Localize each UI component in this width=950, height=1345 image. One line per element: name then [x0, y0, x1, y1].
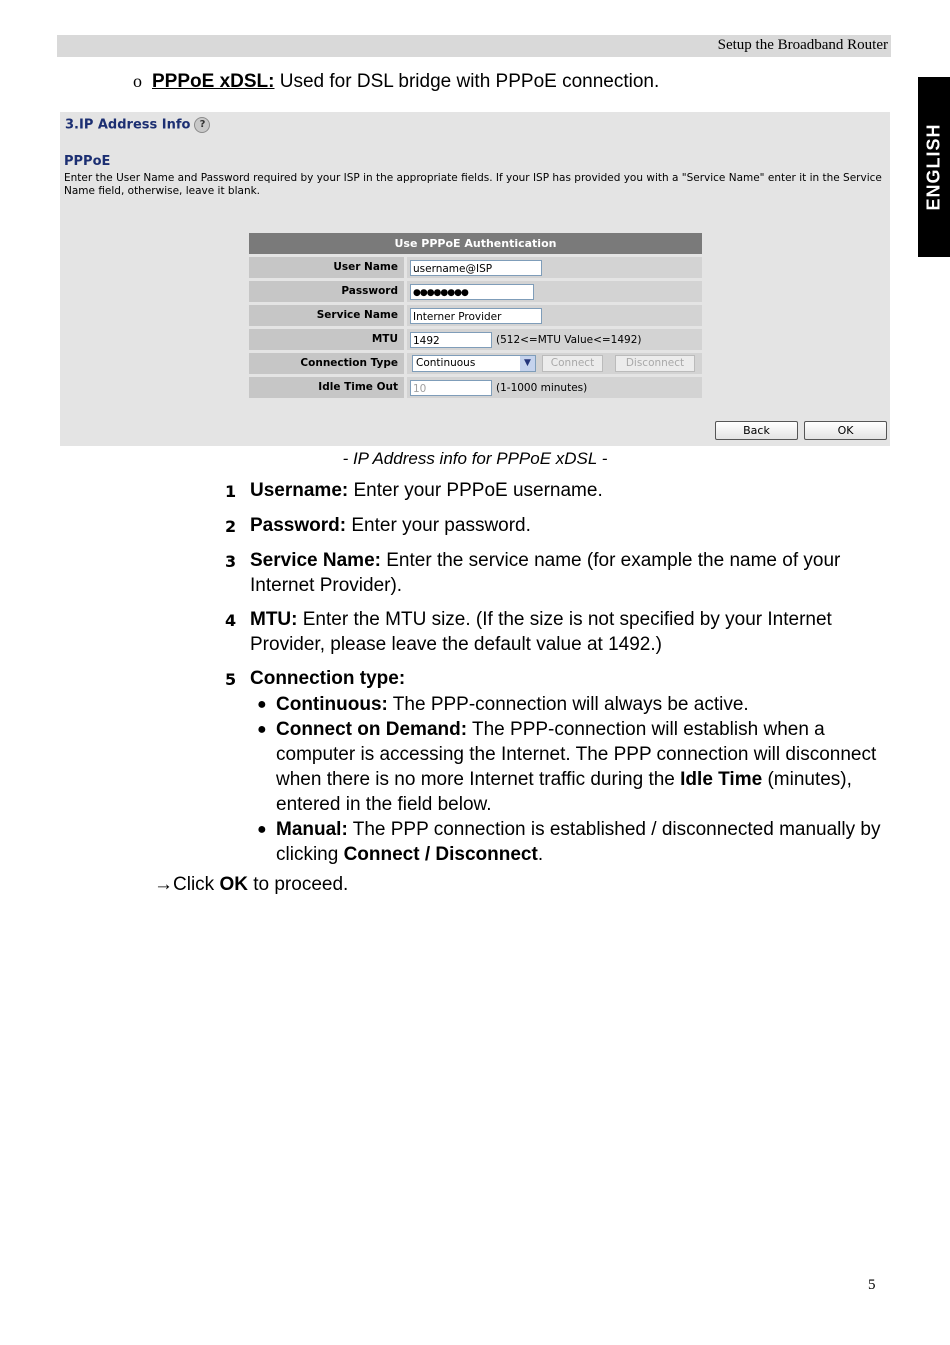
step-term: MTU: — [250, 609, 298, 630]
proceed-ok: OK — [219, 874, 248, 895]
idle-time-input[interactable]: 10 — [410, 380, 492, 396]
screenshot-title — [65, 117, 210, 133]
username-input[interactable]: username@ISP — [410, 260, 542, 276]
item-term: Manual: — [276, 819, 348, 840]
back-button[interactable]: Back — [715, 421, 798, 440]
form-row-username — [249, 257, 702, 278]
step-term: Password: — [250, 515, 347, 536]
proceed-pre: Click — [173, 874, 220, 895]
connection-type-select[interactable] — [412, 355, 536, 372]
intro-bullet: o — [133, 71, 142, 91]
language-label: ENGLISH — [923, 123, 944, 211]
step-number: 2 — [225, 517, 237, 536]
step-item — [225, 548, 895, 598]
page-number: 5 — [868, 1277, 876, 1293]
password-input[interactable]: ●●●●●●●● — [410, 284, 534, 300]
intro-line — [133, 71, 659, 93]
item-text: The PPP connection is established / disconnected manually by clicking — [276, 819, 881, 865]
step-number: 4 — [225, 611, 237, 630]
connection-type-list — [257, 692, 895, 867]
password-label: Password — [249, 281, 404, 302]
idle-time-label: Idle Time Out — [249, 377, 404, 398]
form-row-service — [249, 305, 702, 326]
screenshot-subtitle: PPPoE — [64, 154, 111, 169]
disconnect-button[interactable]: Disconnect — [615, 355, 695, 372]
step-item — [225, 666, 895, 692]
steps-list — [225, 478, 895, 867]
item-text-end: (minutes), entered in the field below. — [276, 769, 852, 815]
step-number: 5 — [225, 670, 237, 689]
intro-heading: PPPoE xDSL: — [152, 71, 275, 92]
language-tab — [918, 77, 950, 257]
form-header: Use PPPoE Authentication — [249, 233, 702, 254]
screenshot-description: Enter the User Name and Password required by your ISP in the appropriate fields. If your ISP has provided you with a "Service Name" enter it in the Service Name field, otherwise, leave it blank. — [64, 172, 882, 197]
bullet-icon: ● — [257, 721, 267, 738]
bullet-icon: ● — [257, 821, 267, 838]
item-term: Connect on Demand: — [276, 719, 468, 740]
step-text: Enter the MTU size. (If the size is not specified by your Internet Provider, please leave the default value at 1492.) — [250, 609, 832, 655]
item-text: The PPP-connection will establish when a computer is accessing the Internet. The PPP connection will disconnect when there is no more Internet traffic during the — [276, 719, 877, 790]
connection-type-label: Connection Type — [249, 353, 404, 374]
proceed-instruction — [154, 874, 348, 896]
step-text: Enter your password. — [346, 515, 531, 536]
step-item — [225, 607, 895, 657]
step-term: Username: — [250, 480, 349, 501]
item-text-end: . — [537, 844, 544, 865]
item-term: Continuous: — [276, 694, 388, 715]
bullet-icon: ● — [257, 696, 267, 713]
chevron-down-icon[interactable]: ▼ — [520, 356, 535, 371]
form-row-password — [249, 281, 702, 302]
list-item — [257, 817, 895, 867]
idle-time-note: (1-1000 minutes) — [496, 381, 588, 394]
service-name-label: Service Name — [249, 305, 404, 326]
pppoe-form — [249, 233, 702, 398]
item-text: The PPP-connection will always be active. — [387, 694, 749, 715]
router-screenshot — [60, 112, 890, 446]
mtu-note: (512<=MTU Value<=1492) — [496, 333, 642, 346]
mtu-input[interactable]: 1492 — [410, 332, 492, 348]
list-item — [257, 717, 895, 817]
step-item — [225, 513, 895, 539]
screenshot-title-text: 3.IP Address Info — [65, 117, 191, 133]
intro-text: Used for DSL bridge with PPPoE connection. — [274, 71, 660, 92]
header-title: Setup the Broadband Router — [717, 37, 888, 53]
figure-caption: - IP Address info for PPPoE xDSL - — [342, 449, 608, 468]
step-number: 1 — [225, 482, 237, 501]
item-emphasis: Idle Time — [680, 769, 763, 790]
username-label: User Name — [249, 257, 404, 278]
item-emphasis: Connect / Disconnect — [343, 844, 538, 865]
ok-button[interactable]: OK — [804, 421, 887, 440]
form-row-mtu — [249, 329, 702, 350]
service-name-input[interactable]: Interner Provider — [410, 308, 542, 324]
connect-button[interactable]: Connect — [542, 355, 603, 372]
step-term: Connection type: — [250, 668, 406, 689]
step-text: Enter your PPPoE username. — [348, 480, 603, 501]
mtu-label: MTU — [249, 329, 404, 350]
step-term: Service Name: — [250, 550, 381, 571]
form-row-idle-time — [249, 377, 702, 398]
list-item — [257, 692, 895, 717]
step-item — [225, 478, 895, 504]
arrow-right-icon: → — [154, 874, 173, 895]
step-text: Enter the service name (for example the name of your Internet Provider). — [250, 550, 841, 596]
help-icon[interactable]: ? — [194, 117, 210, 133]
step-number: 3 — [225, 552, 237, 571]
proceed-post: to proceed. — [247, 874, 349, 895]
connection-type-value: Continuous — [416, 357, 476, 369]
form-row-connection-type — [249, 353, 702, 374]
page-header — [57, 35, 891, 57]
